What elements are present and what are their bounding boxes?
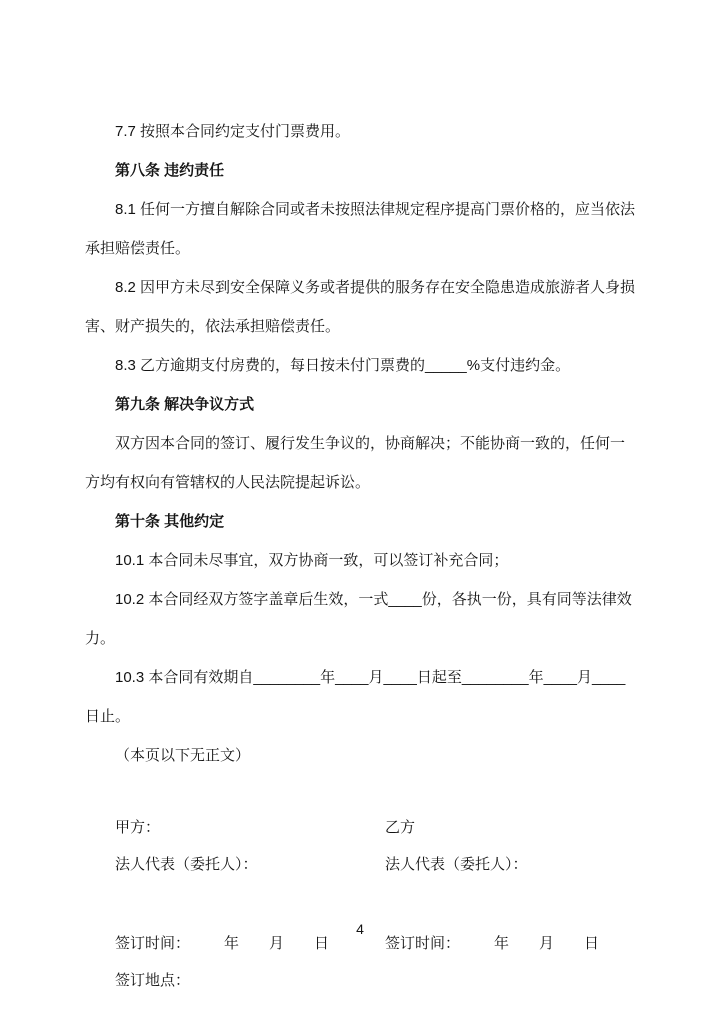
clause-8-1: 8.1 任何一方擅自解除合同或者未按照法律规定程序提高门票价格的，应当依法承担赔偿责任。 <box>85 201 636 257</box>
article-9-heading: 第九条 解决争议方式 <box>115 396 255 413</box>
contract-body <box>85 112 637 999</box>
representative-row <box>85 846 637 883</box>
party-b-sign-time-label: 签订时间： <box>385 935 461 952</box>
party-b-representative-cell <box>385 846 637 883</box>
clause-10-1: 10.1 本合同未尽事宜，双方协商一致，可以签订补充合同； <box>115 552 509 569</box>
party-a-year-label: 年 <box>224 935 240 952</box>
party-a-cell <box>85 809 385 846</box>
clause-8-3: 8.3 乙方逾期支付房费的，每日按未付门票费的_____%支付违约金。 <box>115 357 571 374</box>
party-name-row <box>85 809 637 846</box>
party-a-representative-label: 法人代表（委托人）： <box>115 856 258 873</box>
clause-10-2: 10.2 本合同经双方签字盖章后生效，一式____份，各执一份，具有同等法律效力。 <box>85 591 632 647</box>
page-number: 4 <box>356 921 364 937</box>
party-b-representative-label: 法人代表（委托人）： <box>385 856 528 873</box>
party-a-month-label: 月 <box>269 935 285 952</box>
clause-8-2: 8.2 因甲方未尽到安全保障义务或者提供的服务存在安全隐患造成旅游者人身损害、财产损失的，依法承担赔偿责任。 <box>85 279 636 335</box>
article-10-heading: 第十条 其他约定 <box>115 513 225 530</box>
party-a-label: 甲方： <box>115 819 161 836</box>
end-of-text-note: （本页以下无正文） <box>115 747 251 764</box>
sign-place-row <box>85 962 637 999</box>
party-b-month-label: 月 <box>539 935 555 952</box>
article-8-heading: 第八条 违约责任 <box>115 162 225 179</box>
signature-block <box>85 809 637 999</box>
clause-10-3: 10.3 本合同有效期自________年____月____日起至________年____月____日止。 <box>85 669 626 725</box>
party-a-day-label: 日 <box>314 935 330 952</box>
party-a-sign-place-cell <box>85 962 385 999</box>
party-a-representative-cell <box>85 846 385 883</box>
dispute-resolution-paragraph: 双方因本合同的签订、履行发生争议的，协商解决；不能协商一致的，任何一方均有权向有管辖权的人民法院提起诉讼。 <box>85 435 626 491</box>
clause-7-7: 7.7 按照本合同约定支付门票费用。 <box>115 123 351 140</box>
party-b-day-label: 日 <box>584 935 600 952</box>
party-a-sign-time-label: 签订时间： <box>115 935 191 952</box>
party-b-year-label: 年 <box>494 935 510 952</box>
party-b-label: 乙方 <box>385 819 416 836</box>
sign-place-label: 签订地点： <box>115 972 191 989</box>
party-b-cell <box>385 809 637 846</box>
